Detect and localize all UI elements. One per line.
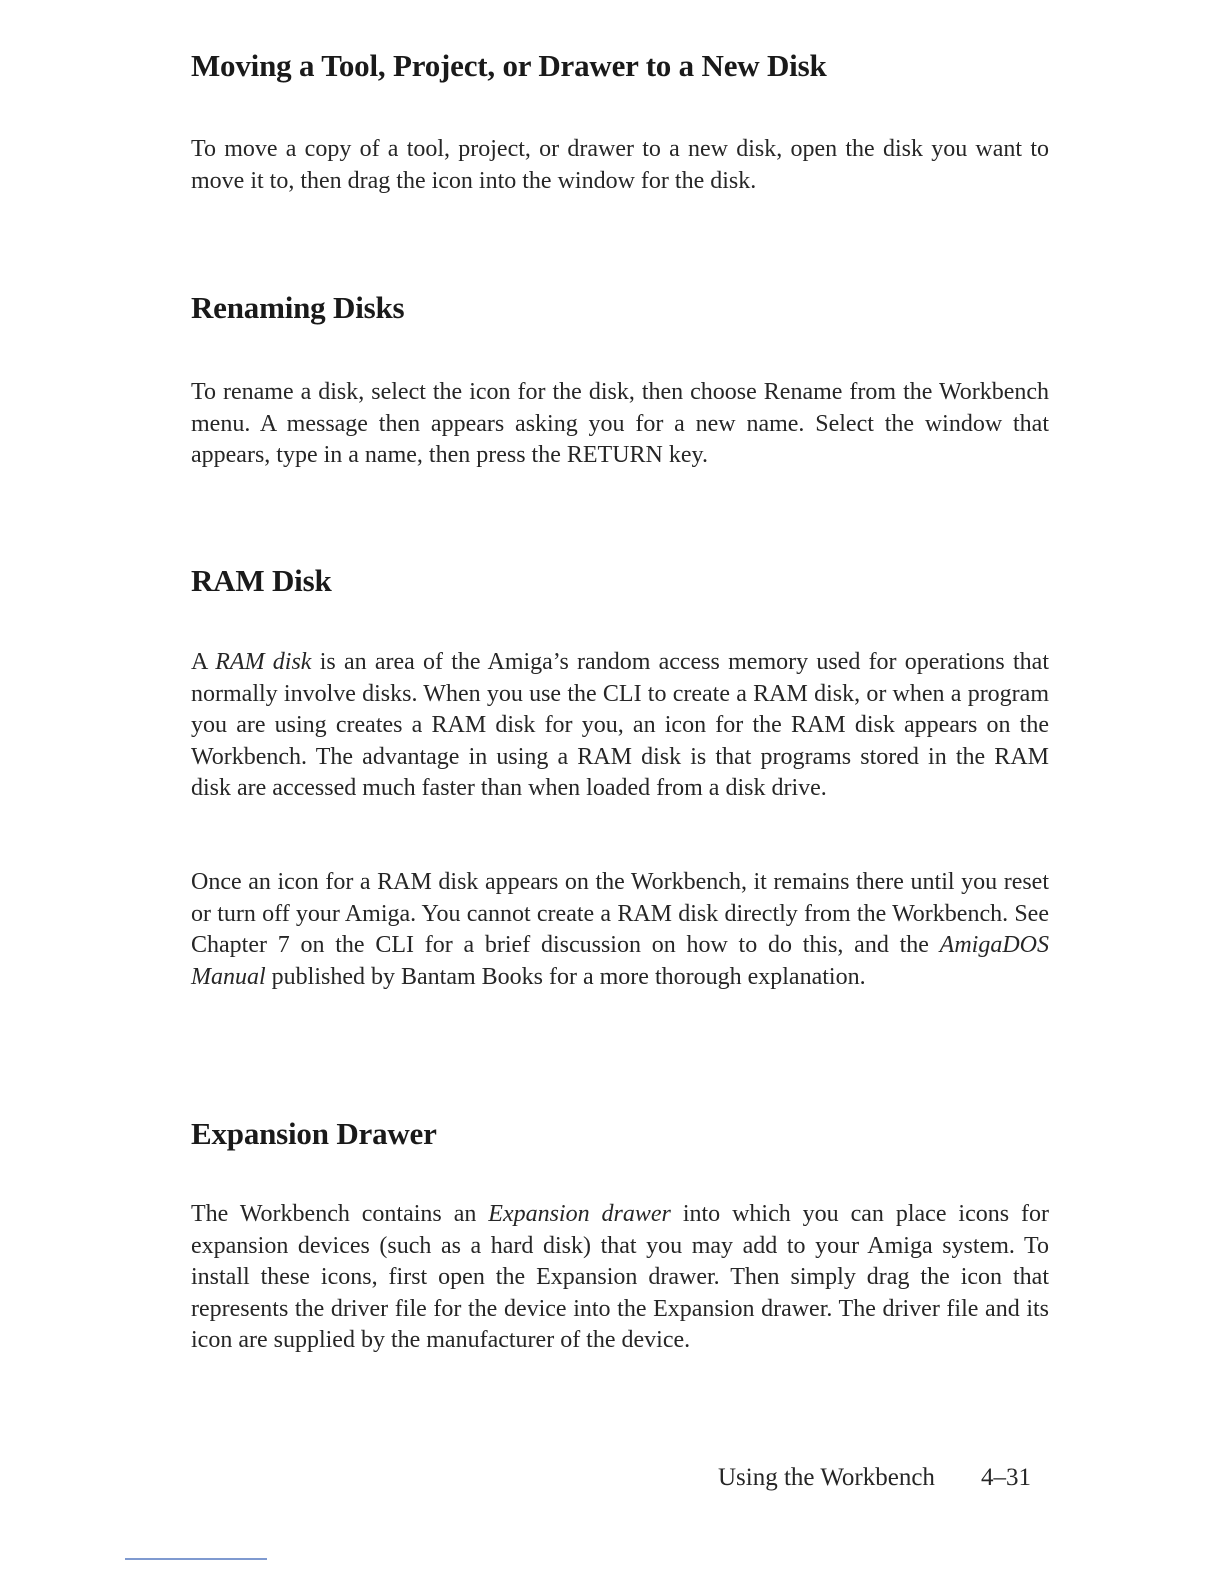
section-heading: Expansion Drawer — [191, 1116, 437, 1151]
text-run: is an area of the Amiga’s random access memory used for operations that normally involve disks. When you use the CLI to create a RAM disk, or when a program you are using creates a RAM disk for you, an icon for the RAM disk appears on the Workbench. The advantage in using a RAM disk is that programs stored in the RAM disk are accessed much faster than when loaded from a disk drive. — [191, 649, 1049, 802]
body-paragraph: To rename a disk, select the icon for the disk, then choose Rename from the Workbench menu. A message then appears asking you for a new name. Select the window that appears, type in a name, then press the RETURN key. — [191, 379, 1049, 469]
text-run: A — [191, 649, 216, 675]
page-edge-rule — [125, 1558, 267, 1560]
footer-chapter-title: Using the Workbench — [718, 1464, 935, 1491]
page-number: 4–31 — [980, 1464, 1031, 1491]
text-run: The Workbench contains an — [191, 1201, 489, 1227]
text-run: published by Bantam Books for a more thorough explanation. — [265, 963, 866, 990]
section-heading: Moving a Tool, Project, or Drawer to a New Disk — [191, 48, 827, 83]
body-paragraph — [191, 647, 1049, 805]
page-footer — [718, 1464, 1031, 1492]
italic-term: AmigaDOS Manual — [191, 932, 1049, 990]
italic-term: Expansion drawer — [488, 1201, 671, 1227]
section-heading: Renaming Disks — [191, 290, 405, 325]
text-run: into which you can place icons for expansion devices (such as a hard disk) that you may add to your Amiga system. To install these icons, first open the Expansion drawer. Then simply drag the icon that represents the driver file for the device into the Expansion drawer. The driver file and its icon are supplied by the manufacturer of the device. — [191, 1201, 1049, 1354]
body-paragraph — [191, 867, 1049, 993]
text-run: Once an icon for a RAM disk appears on the Workbench, it remains there until you reset or turn off your Amiga. You cannot create a RAM disk directly from the Workbench. See Chapter 7 on the CLI for a brief discussion on how to do this, and the — [191, 869, 1049, 959]
body-paragraph: To move a copy of a tool, project, or drawer to a new disk, open the disk you want to move it to, then drag the icon into the window for the disk. — [191, 136, 1049, 194]
body-paragraph — [191, 1199, 1049, 1357]
section-heading: RAM Disk — [191, 563, 332, 598]
italic-term: RAM disk — [215, 649, 312, 675]
